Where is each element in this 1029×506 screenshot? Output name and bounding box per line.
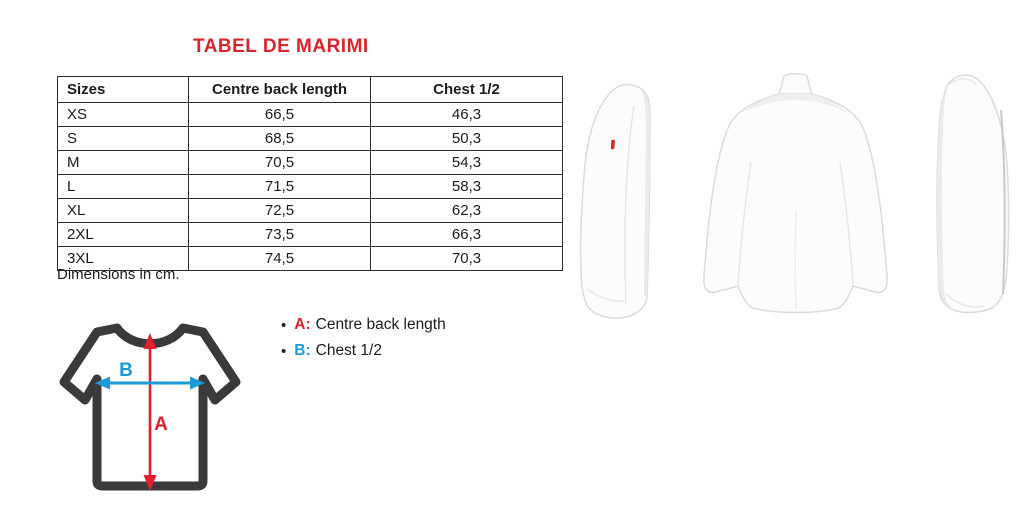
table-row bbox=[58, 103, 563, 127]
tshirt-measurement-diagram bbox=[52, 297, 247, 506]
table-row bbox=[58, 127, 563, 151]
table-header-row bbox=[58, 77, 563, 103]
size-table bbox=[57, 76, 563, 271]
jacket-collar bbox=[779, 74, 812, 95]
chef-jacket-side-view-left-image bbox=[573, 80, 675, 324]
size-cell: 2XL bbox=[58, 223, 189, 247]
jacket-silhouette bbox=[937, 75, 1008, 312]
chest-cell: 46,3 bbox=[371, 103, 563, 127]
measurement-legend bbox=[281, 316, 446, 368]
legend-label-a: Centre back length bbox=[315, 316, 446, 333]
chest-cell: 62,3 bbox=[371, 199, 563, 223]
chest-cell: 54,3 bbox=[371, 151, 563, 175]
jacket-silhouette bbox=[581, 84, 650, 318]
legend-item-a bbox=[281, 316, 446, 334]
chest-cell: 70,3 bbox=[371, 247, 563, 271]
back-crease bbox=[795, 210, 796, 310]
chest-cell: 50,3 bbox=[371, 127, 563, 151]
column-header-centre-back-length: Centre back length bbox=[189, 77, 371, 103]
column-header-sizes: Sizes bbox=[58, 77, 189, 103]
size-cell: M bbox=[58, 151, 189, 175]
bullet-icon: • bbox=[281, 342, 287, 360]
chest-cell: 66,3 bbox=[371, 223, 563, 247]
size-cell: XL bbox=[58, 199, 189, 223]
dimensions-note: Dimensions in cm. bbox=[57, 266, 180, 283]
bullet-icon: • bbox=[281, 316, 287, 334]
chef-jacket-side-view-right-image bbox=[912, 68, 1027, 318]
legend-key-a: A: bbox=[294, 316, 311, 333]
back-cell: 74,5 bbox=[189, 247, 371, 271]
back-cell: 72,5 bbox=[189, 199, 371, 223]
brand-logo-red bbox=[611, 140, 615, 150]
table-row bbox=[58, 199, 563, 223]
size-cell: L bbox=[58, 175, 189, 199]
back-cell: 66,5 bbox=[189, 103, 371, 127]
size-cell: XS bbox=[58, 103, 189, 127]
page-title: TABEL DE MARIMI bbox=[193, 36, 369, 57]
table-row bbox=[58, 223, 563, 247]
legend-item-b bbox=[281, 342, 446, 360]
chef-jacket-back-view-image bbox=[688, 70, 903, 320]
back-cell: 68,5 bbox=[189, 127, 371, 151]
diagram-label-a: A bbox=[154, 414, 168, 435]
back-cell: 73,5 bbox=[189, 223, 371, 247]
legend-key-b: B: bbox=[294, 342, 311, 359]
back-cell: 70,5 bbox=[189, 151, 371, 175]
table-row bbox=[58, 175, 563, 199]
chest-cell: 58,3 bbox=[371, 175, 563, 199]
column-header-chest: Chest 1/2 bbox=[371, 77, 563, 103]
diagram-label-b: B bbox=[119, 360, 133, 381]
legend-label-b: Chest 1/2 bbox=[315, 342, 382, 359]
table-row bbox=[58, 151, 563, 175]
back-cell: 71,5 bbox=[189, 175, 371, 199]
size-cell: 3XL bbox=[58, 247, 189, 271]
size-cell: S bbox=[58, 127, 189, 151]
